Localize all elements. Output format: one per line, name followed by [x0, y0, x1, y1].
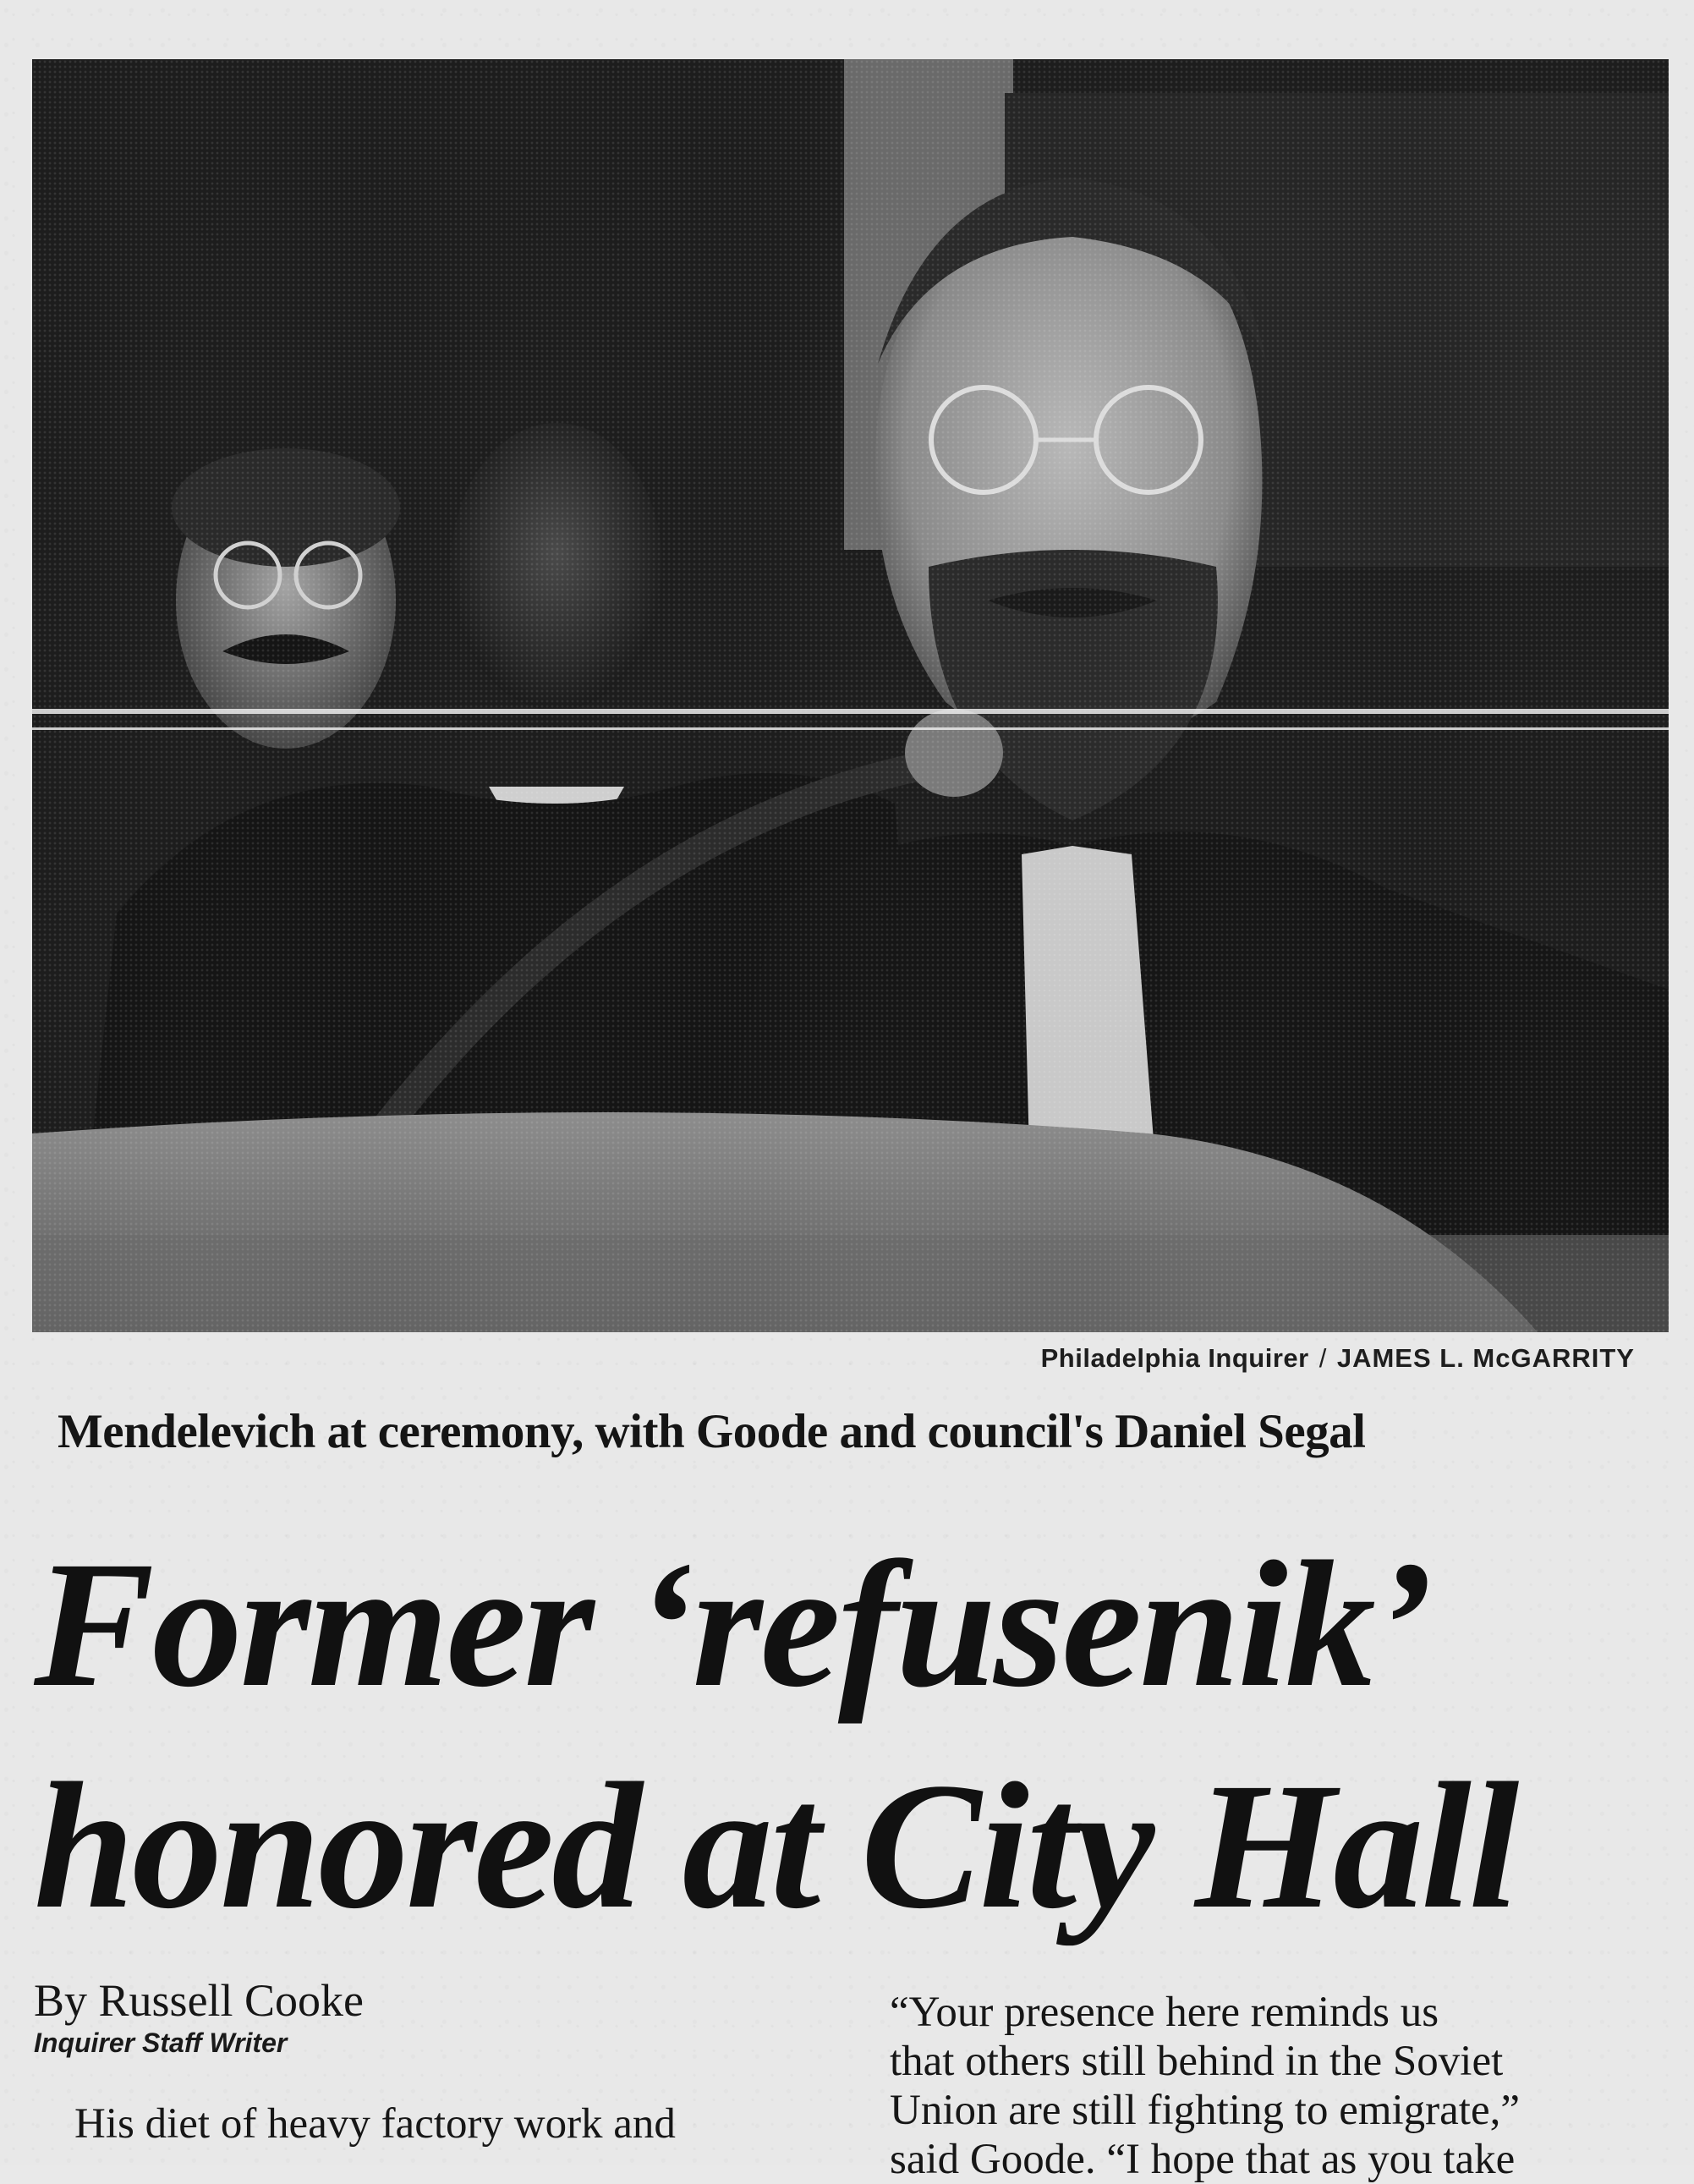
byline [34, 1975, 364, 2060]
body-line: Union are still fighting to emigrate,” [890, 2087, 1520, 2134]
photo-caption: Mendelevich at ceremony, with Goode and council's Daniel Segal [58, 1405, 1366, 1458]
byline-title: Inquirer Staff Writer [34, 2028, 288, 2058]
scan-line [32, 709, 1669, 714]
headline-line-1: Former ‘refusenik’ [34, 1524, 1432, 1725]
byline-author: By Russell Cooke [34, 1975, 365, 2026]
body-column-right [890, 1988, 1676, 2184]
photo-credit [1041, 1343, 1635, 1374]
body-line: that others still behind in the Soviet [890, 2038, 1504, 2085]
headline-line-2: honored at City Hall [34, 1746, 1517, 1946]
credit-publication: Philadelphia Inquirer [1040, 1343, 1309, 1373]
credit-photographer: JAMES L. McGARRITY [1336, 1343, 1635, 1373]
news-photo [32, 59, 1669, 1332]
body-line: “Your presence here reminds us [890, 1989, 1439, 2036]
body-line: said Goode. “I hope that as you take [890, 2136, 1516, 2183]
body-line: His diet of heavy factory work and [74, 2100, 676, 2148]
photo-illustration [32, 59, 1669, 1332]
scan-line [32, 727, 1669, 730]
credit-separator: / [1318, 1343, 1327, 1373]
headline [34, 1514, 1675, 1957]
body-column-left [74, 2099, 676, 2148]
